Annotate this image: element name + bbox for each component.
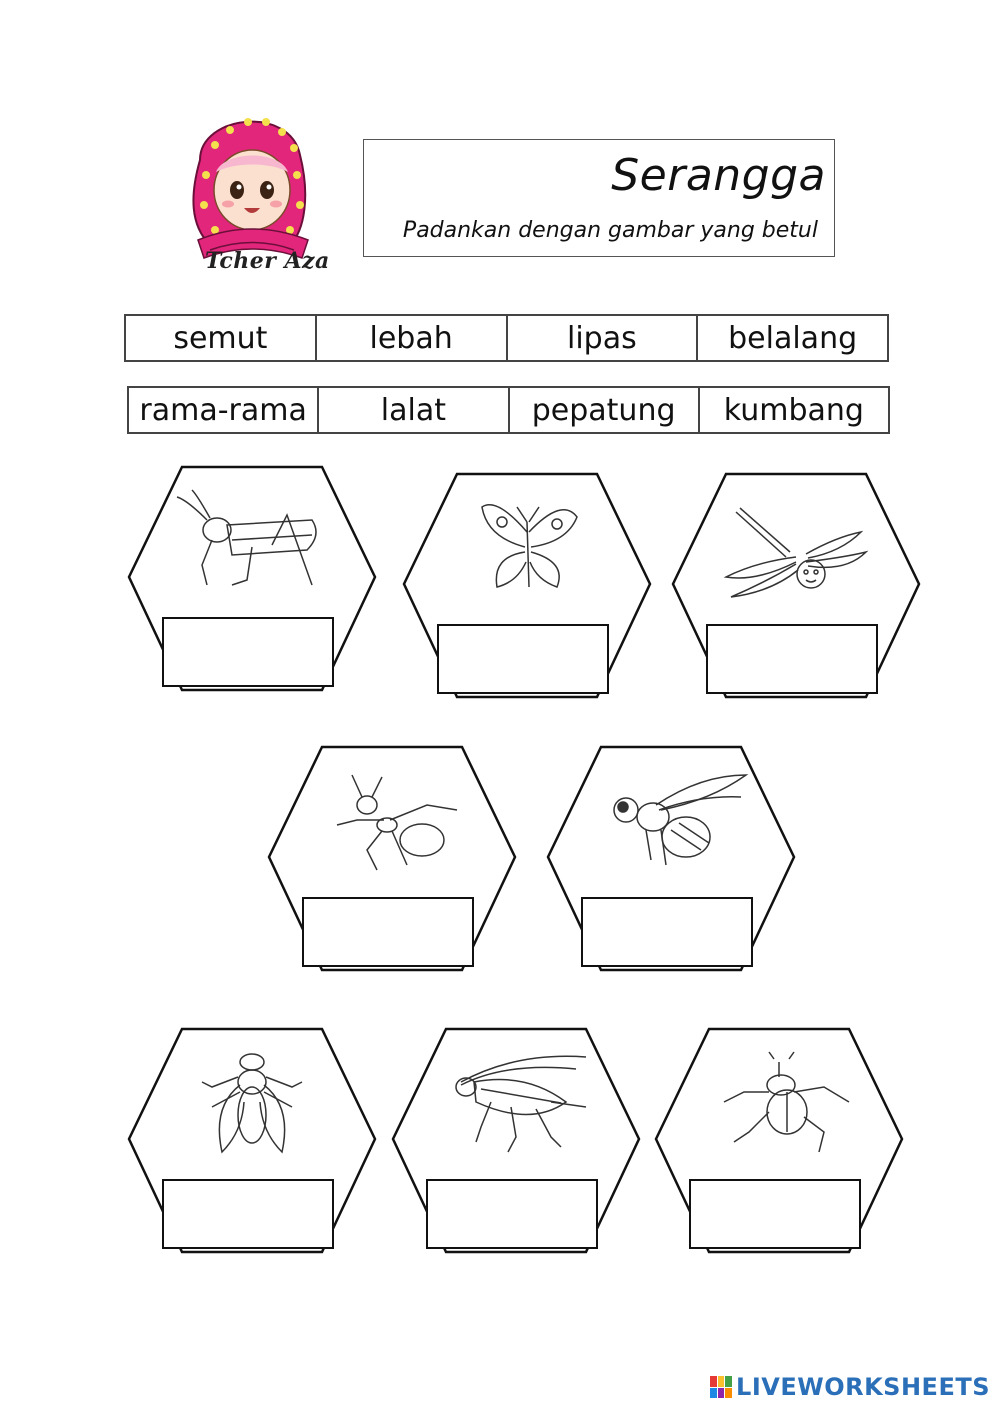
word-tile[interactable]: lipas bbox=[508, 316, 699, 360]
word-bank-row-1 bbox=[124, 314, 889, 362]
word-tile[interactable]: kumbang bbox=[723, 392, 864, 428]
cockroach-icon bbox=[436, 1047, 596, 1162]
insect-card bbox=[654, 1027, 904, 1257]
word-bank-row-2 bbox=[127, 386, 890, 434]
word-tile[interactable]: lebah bbox=[317, 316, 508, 360]
word-tile[interactable]: pepatung bbox=[510, 388, 700, 432]
beetle-icon bbox=[699, 1047, 859, 1162]
word-tile[interactable]: belalang bbox=[728, 320, 858, 356]
bee-icon bbox=[591, 765, 751, 880]
insect-card bbox=[267, 745, 517, 975]
insect-card bbox=[402, 472, 652, 702]
butterfly-icon bbox=[447, 492, 607, 607]
insect-card bbox=[127, 1027, 377, 1257]
word-tile[interactable]: rama-rama bbox=[129, 388, 319, 432]
answer-box[interactable] bbox=[426, 1179, 598, 1249]
dragonfly-icon bbox=[716, 492, 876, 607]
word-tile[interactable]: lalat bbox=[319, 388, 509, 432]
insect-card bbox=[391, 1027, 641, 1257]
answer-box[interactable] bbox=[706, 624, 878, 694]
fly-icon bbox=[172, 1047, 332, 1162]
insect-card bbox=[546, 745, 796, 975]
instructions: Padankan dengan gambar yang betul bbox=[402, 218, 818, 243]
answer-box[interactable] bbox=[581, 897, 753, 967]
answer-box[interactable] bbox=[162, 1179, 334, 1249]
brand-name: LIVEWORKSHEETS bbox=[736, 1373, 990, 1401]
answer-box[interactable] bbox=[689, 1179, 861, 1249]
word-tile[interactable]: semut bbox=[126, 316, 317, 360]
insect-card bbox=[127, 465, 377, 695]
answer-box[interactable] bbox=[162, 617, 334, 687]
insect-card bbox=[671, 472, 921, 702]
title-box bbox=[363, 139, 835, 257]
brand-logo bbox=[710, 1373, 990, 1401]
answer-box[interactable] bbox=[302, 897, 474, 967]
grasshopper-icon bbox=[172, 485, 332, 600]
answer-box[interactable] bbox=[437, 624, 609, 694]
brand-mark-icon bbox=[710, 1376, 732, 1398]
page-title: Serangga bbox=[611, 150, 826, 201]
ant-icon bbox=[312, 765, 472, 880]
signature: Tcher Aza bbox=[205, 248, 330, 274]
